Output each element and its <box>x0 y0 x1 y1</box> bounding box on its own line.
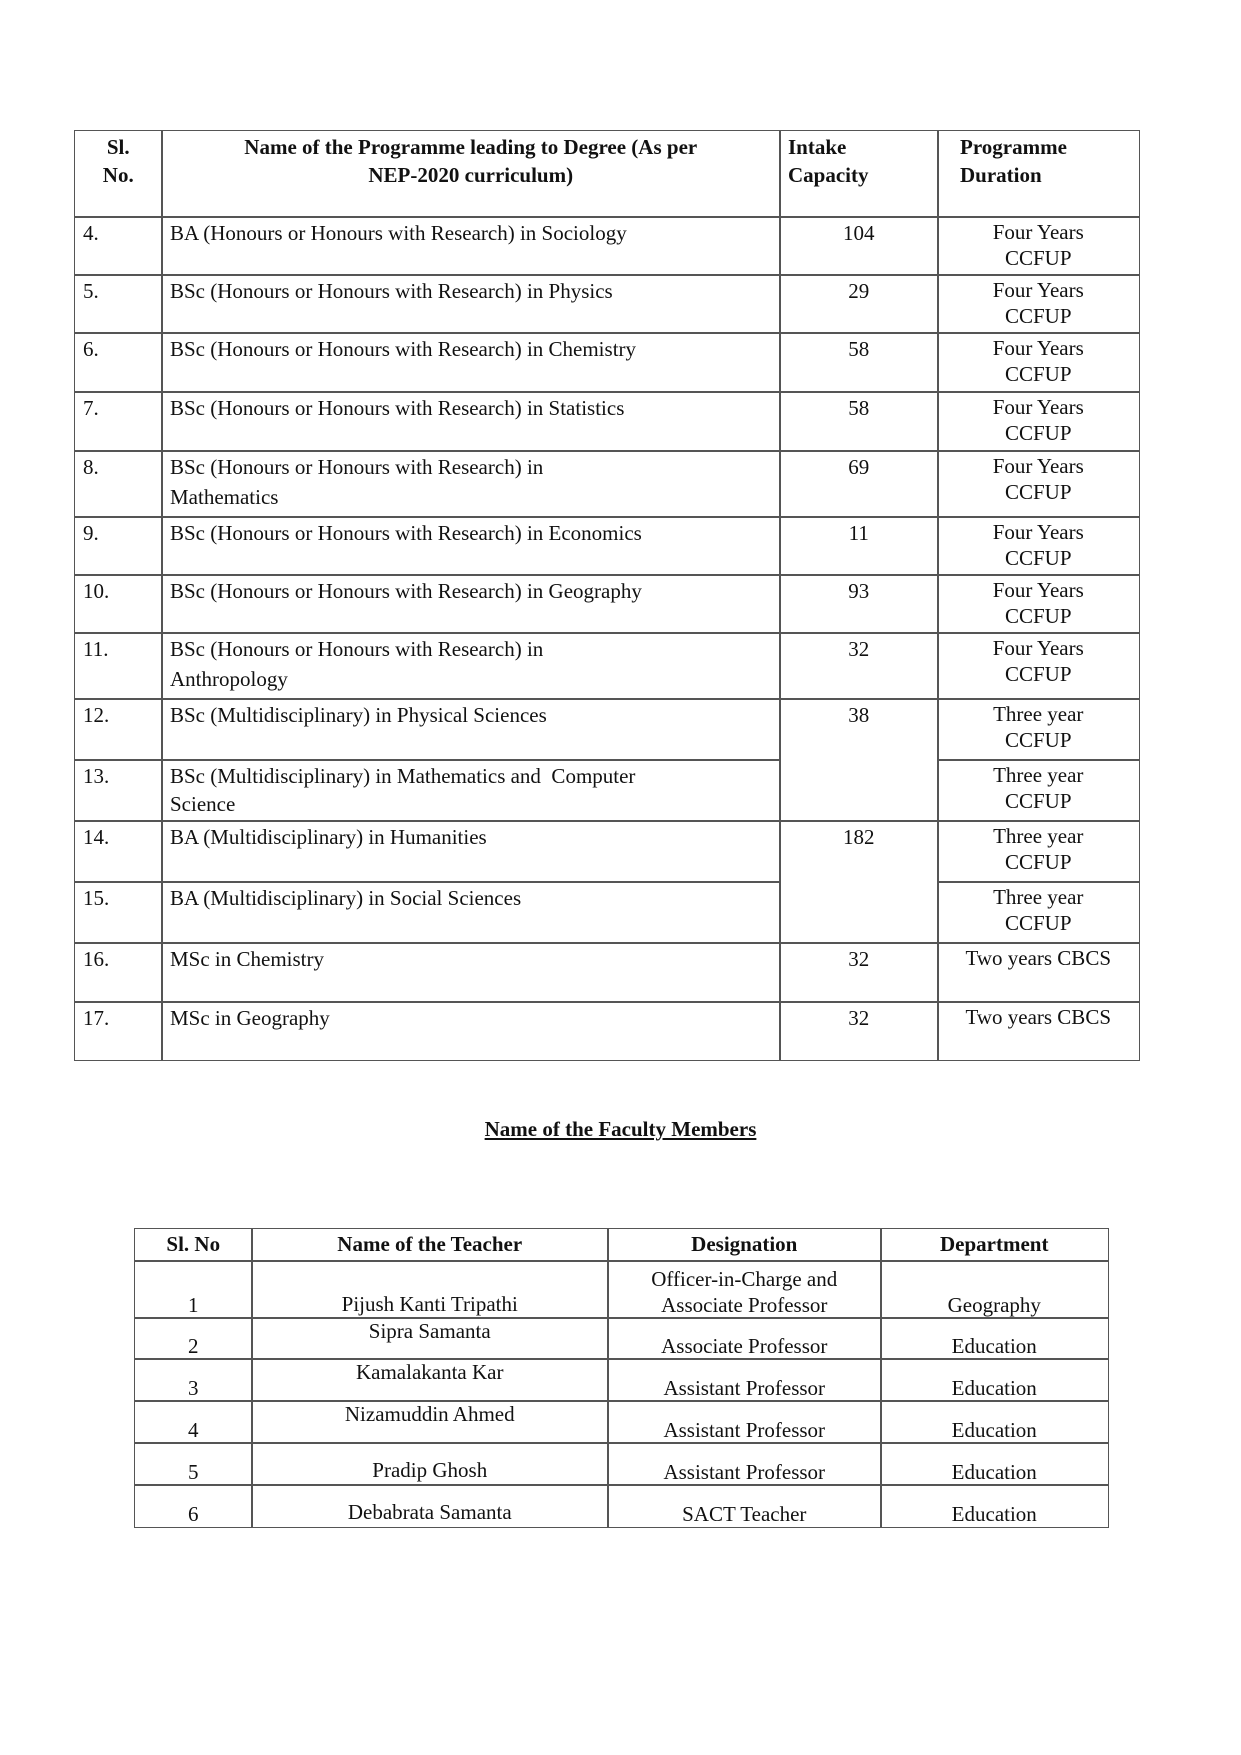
designation-line1: Officer-in-Charge and <box>651 1266 838 1291</box>
department: Education <box>951 1501 1037 1526</box>
intake-capacity: 182 <box>843 825 875 849</box>
programme-name: BSc (Multidisciplinary) in Mathematics and Computer <box>170 764 636 788</box>
programme-row-intake <box>779 332 939 393</box>
faculty-header-label: Designation <box>691 1232 798 1256</box>
duration-line2: CCFUP <box>1004 362 1072 386</box>
header-intake-line2: Capacity <box>788 163 869 187</box>
duration-line1: Four Years <box>992 395 1084 419</box>
faculty-row-designation <box>607 1260 882 1319</box>
department: Education <box>951 1375 1037 1400</box>
programme-row-intake <box>779 216 939 276</box>
designation-text <box>608 1266 881 1318</box>
sl-no: 14. <box>83 825 110 849</box>
duration-line2: CCFUP <box>1004 728 1072 752</box>
programme-name: BA (Multidisciplinary) in Social Sciences <box>170 886 522 910</box>
header-duration-line2: Duration <box>960 163 1042 187</box>
programme-row-name <box>161 216 781 276</box>
duration-line1: Three year <box>993 885 1084 909</box>
programme-row-duration <box>937 881 1140 944</box>
faculty-row-name <box>251 1260 609 1319</box>
duration-line1: Four Years <box>992 636 1084 660</box>
sl-no: 15. <box>83 886 110 910</box>
faculty-sl-no: 1 <box>188 1292 199 1317</box>
faculty-sl-no: 4 <box>188 1417 199 1442</box>
programme-row-sl-no <box>74 759 163 822</box>
programme-row-duration <box>937 820 1140 883</box>
programme-name-continued: Science <box>170 792 236 816</box>
programme-row-name <box>161 942 781 1003</box>
designation-line2: Associate Professor <box>661 1292 828 1317</box>
sl-no: 17. <box>83 1006 110 1030</box>
header-sl-no-line1: Sl. <box>106 135 130 159</box>
programme-row-name <box>161 632 781 700</box>
duration-line2: CCFUP <box>1004 789 1072 813</box>
programme-name-continued: Mathematics <box>170 485 279 509</box>
faculty-row-department <box>880 1484 1109 1528</box>
programme-row-sl-no <box>74 216 163 276</box>
duration-line1: Four Years <box>992 520 1084 544</box>
duration-line1: Four Years <box>992 336 1084 360</box>
faculty-row-department <box>880 1442 1109 1486</box>
faculty-row-name <box>251 1442 609 1486</box>
teacher-name: Debabrata Samanta <box>347 1500 512 1524</box>
sl-no: 8. <box>83 455 99 479</box>
programme-row-intake <box>779 1001 939 1061</box>
intake-capacity: 29 <box>848 279 870 303</box>
programme-row-name <box>161 274 781 334</box>
programme-row-intake <box>779 820 939 944</box>
faculty-row-name <box>251 1484 609 1528</box>
faculty-row-sl-no <box>134 1400 253 1444</box>
programme-row-duration <box>937 274 1140 334</box>
faculty-heading: Name of the Faculty Members <box>484 1117 757 1141</box>
faculty-row-department <box>880 1358 1109 1402</box>
programme-row-intake <box>779 574 939 634</box>
faculty-row-designation <box>607 1317 882 1360</box>
programme-row-duration <box>937 698 1140 761</box>
designation-text <box>608 1417 881 1443</box>
faculty-row-name <box>251 1317 609 1360</box>
duration-line1: Two years CBCS <box>965 946 1112 970</box>
faculty-header-designation <box>607 1228 882 1262</box>
header-programme-duration <box>937 130 1140 218</box>
programme-name: BSc (Honours or Honours with Research) in <box>170 637 544 661</box>
department: Education <box>951 1417 1037 1442</box>
sl-no: 12. <box>83 703 110 727</box>
header-programme-name <box>161 130 781 218</box>
teacher-name: Kamalakanta Kar <box>355 1360 504 1384</box>
intake-capacity: 93 <box>848 579 870 603</box>
programme-row-sl-no <box>74 450 163 518</box>
intake-capacity: 69 <box>848 455 870 479</box>
faculty-row-designation <box>607 1400 882 1444</box>
duration-line2: CCFUP <box>1004 421 1072 445</box>
faculty-row-sl-no <box>134 1442 253 1486</box>
faculty-row-sl-no <box>134 1260 253 1319</box>
faculty-row-designation <box>607 1442 882 1486</box>
programme-row-duration <box>937 1001 1140 1061</box>
faculty-header-label: Department <box>940 1232 1049 1256</box>
faculty-row-name <box>251 1358 609 1402</box>
programme-row-name <box>161 574 781 634</box>
teacher-name: Pradip Ghosh <box>372 1458 488 1482</box>
programme-row-duration <box>937 759 1140 822</box>
programme-name: BA (Honours or Honours with Research) in Sociology <box>170 221 627 245</box>
designation-text <box>608 1501 881 1527</box>
faculty-row-name <box>251 1400 609 1444</box>
duration-line2: CCFUP <box>1004 480 1072 504</box>
duration-line1: Four Years <box>992 454 1084 478</box>
designation-text <box>608 1459 881 1485</box>
department: Geography <box>947 1292 1041 1317</box>
faculty-sl-no: 3 <box>188 1375 199 1400</box>
programme-row-sl-no <box>74 391 163 452</box>
faculty-row-designation <box>607 1484 882 1528</box>
designation-line2: Assistant Professor <box>663 1459 826 1484</box>
programme-name: BSc (Honours or Honours with Research) in <box>170 455 544 479</box>
programme-row-intake <box>779 632 939 700</box>
programme-name: BSc (Honours or Honours with Research) in Geography <box>170 579 642 603</box>
programme-name: BSc (Honours or Honours with Research) in Statistics <box>170 396 625 420</box>
programme-name: MSc in Geography <box>170 1006 330 1030</box>
department: Education <box>951 1459 1037 1484</box>
programme-row-name <box>161 759 781 822</box>
faculty-row-designation <box>607 1358 882 1402</box>
programme-row-duration <box>937 942 1140 1003</box>
programme-row-name <box>161 881 781 944</box>
duration-line1: Four Years <box>992 278 1084 302</box>
sl-no: 9. <box>83 521 99 545</box>
sl-no: 4. <box>83 221 99 245</box>
teacher-name: Pijush Kanti Tripathi <box>341 1292 518 1316</box>
programme-row-sl-no <box>74 881 163 944</box>
header-sl-no-line2: No. <box>102 163 134 187</box>
faculty-row-department <box>880 1400 1109 1444</box>
duration-line1: Three year <box>993 702 1084 726</box>
faculty-sl-no: 2 <box>188 1333 199 1358</box>
duration-line1: Three year <box>993 824 1084 848</box>
programme-row-intake <box>779 698 939 822</box>
faculty-row-department <box>880 1317 1109 1360</box>
programme-row-sl-no <box>74 574 163 634</box>
programme-row-duration <box>937 632 1140 700</box>
duration-line1: Four Years <box>992 578 1084 602</box>
programme-row-sl-no <box>74 274 163 334</box>
programme-row-name <box>161 391 781 452</box>
sl-no: 11. <box>83 637 109 661</box>
header-programme-line2: NEP-2020 curriculum) <box>368 163 574 187</box>
faculty-row-department <box>880 1260 1109 1319</box>
designation-line2: SACT Teacher <box>682 1501 807 1526</box>
programme-name: MSc in Chemistry <box>170 947 325 971</box>
duration-line2: CCFUP <box>1004 662 1072 686</box>
header-duration-line1: Programme <box>960 135 1067 159</box>
faculty-header-label: Name of the Teacher <box>337 1232 523 1256</box>
faculty-sl-no: 5 <box>188 1459 199 1484</box>
faculty-row-sl-no <box>134 1317 253 1360</box>
programme-row-sl-no <box>74 516 163 576</box>
header-sl-no <box>74 130 163 218</box>
programme-name-continued: Anthropology <box>170 667 288 691</box>
programme-name: BSc (Honours or Honours with Research) in Economics <box>170 521 642 545</box>
faculty-row-sl-no <box>134 1484 253 1528</box>
intake-capacity: 58 <box>848 337 870 361</box>
faculty-header-name <box>251 1228 609 1262</box>
programme-name: BSc (Multidisciplinary) in Physical Sciences <box>170 703 547 727</box>
programme-row-name <box>161 450 781 518</box>
faculty-header-department <box>880 1228 1109 1262</box>
sl-no: 5. <box>83 279 99 303</box>
duration-line2: CCFUP <box>1004 246 1072 270</box>
duration-line2: CCFUP <box>1004 911 1072 935</box>
designation-text <box>608 1375 881 1401</box>
programme-row-name <box>161 516 781 576</box>
programme-name: BSc (Honours or Honours with Research) in Physics <box>170 279 613 303</box>
programme-row-sl-no <box>74 942 163 1003</box>
programme-row-duration <box>937 516 1140 576</box>
programme-row-duration <box>937 216 1140 276</box>
duration-line1: Two years CBCS <box>965 1005 1112 1029</box>
intake-capacity: 32 <box>848 947 870 971</box>
programme-row-sl-no <box>74 698 163 761</box>
duration-line1: Four Years <box>992 220 1084 244</box>
faculty-header-sl-no <box>134 1228 253 1262</box>
faculty-header-label: Sl. No <box>166 1232 221 1256</box>
header-intake-capacity <box>779 130 939 218</box>
sl-no: 13. <box>83 764 110 788</box>
intake-capacity: 38 <box>848 703 870 727</box>
programme-row-sl-no <box>74 820 163 883</box>
duration-line2: CCFUP <box>1004 304 1072 328</box>
sl-no: 6. <box>83 337 99 361</box>
faculty-sl-no: 6 <box>188 1501 199 1526</box>
programme-row-name <box>161 1001 781 1061</box>
designation-line2: Assistant Professor <box>663 1417 826 1442</box>
programme-row-duration <box>937 450 1140 518</box>
programme-name: BSc (Honours or Honours with Research) in Chemistry <box>170 337 637 361</box>
sl-no: 16. <box>83 947 110 971</box>
programme-row-intake <box>779 450 939 518</box>
programme-row-intake <box>779 516 939 576</box>
intake-capacity: 11 <box>848 521 869 545</box>
duration-line2: CCFUP <box>1004 850 1072 874</box>
sl-no: 10. <box>83 579 110 603</box>
programme-name: BA (Multidisciplinary) in Humanities <box>170 825 487 849</box>
sl-no: 7. <box>83 396 99 420</box>
intake-capacity: 32 <box>848 1006 870 1030</box>
intake-capacity: 104 <box>843 221 875 245</box>
designation-line2: Assistant Professor <box>663 1375 826 1400</box>
designation-line2: Associate Professor <box>661 1333 828 1358</box>
department: Education <box>951 1333 1037 1358</box>
programme-row-name <box>161 698 781 761</box>
programme-row-intake <box>779 391 939 452</box>
header-intake-line1: Intake <box>788 135 847 159</box>
programme-row-duration <box>937 391 1140 452</box>
duration-line2: CCFUP <box>1004 604 1072 628</box>
duration-line1: Three year <box>993 763 1084 787</box>
header-programme-line1: Name of the Programme leading to Degree (As per <box>244 135 698 159</box>
intake-capacity: 58 <box>848 396 870 420</box>
teacher-name: Sipra Samanta <box>368 1319 491 1343</box>
programme-row-name <box>161 820 781 883</box>
programme-row-duration <box>937 332 1140 393</box>
programme-row-intake <box>779 942 939 1003</box>
programme-row-intake <box>779 274 939 334</box>
intake-capacity: 32 <box>848 637 870 661</box>
programme-row-sl-no <box>74 332 163 393</box>
programme-row-sl-no <box>74 1001 163 1061</box>
programme-row-duration <box>937 574 1140 634</box>
designation-text <box>608 1333 881 1359</box>
teacher-name: Nizamuddin Ahmed <box>344 1402 515 1426</box>
faculty-row-sl-no <box>134 1358 253 1402</box>
programme-row-sl-no <box>74 632 163 700</box>
duration-line2: CCFUP <box>1004 546 1072 570</box>
programme-row-name <box>161 332 781 393</box>
